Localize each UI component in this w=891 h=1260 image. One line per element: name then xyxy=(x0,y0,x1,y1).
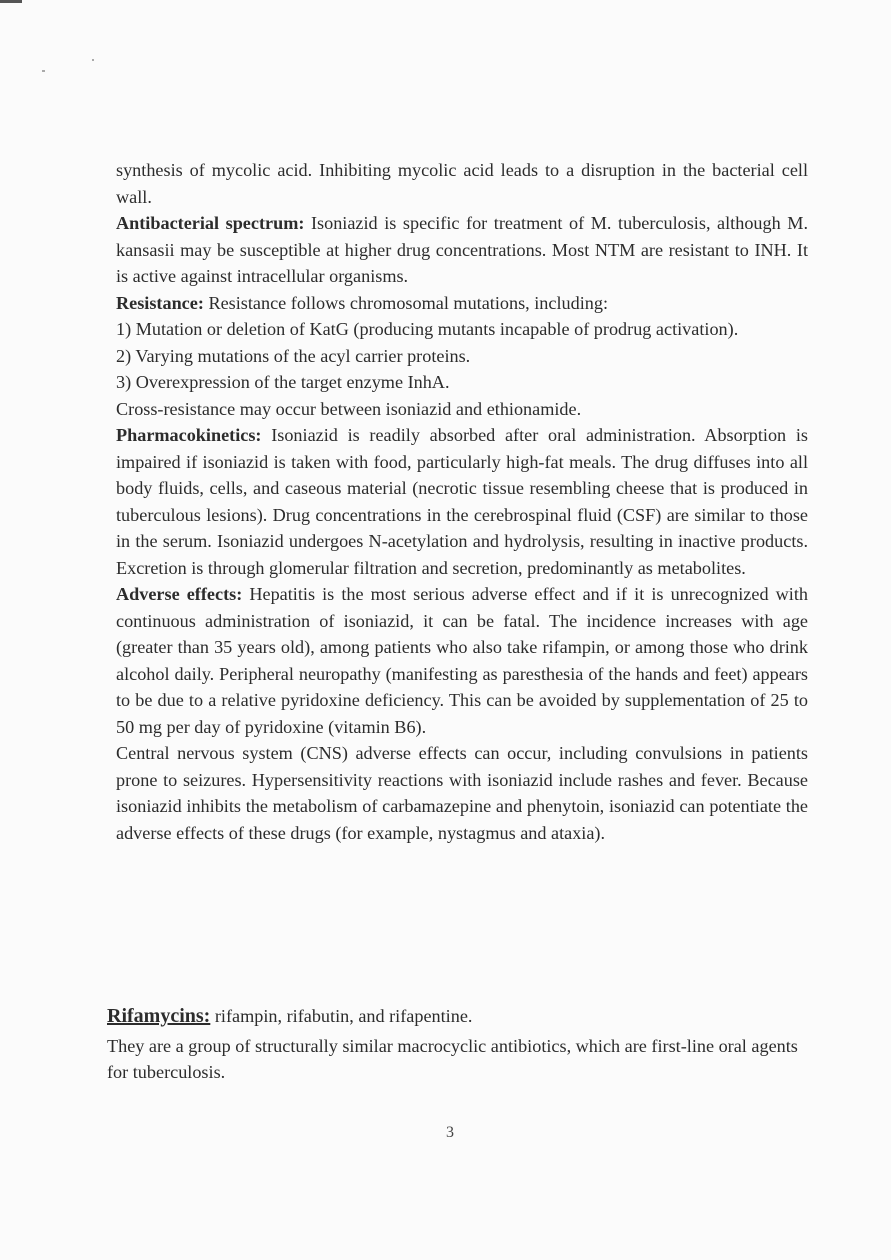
rifamycins-members: rifampin, rifabutin, and rifapentine. xyxy=(210,1006,473,1026)
pharmacokinetics-text: Isoniazid is readily absorbed after oral administration. Absorption is impaired if isoniazid is taken with food, particularly high-fat meals. The drug diffuses into all body fluids, cells, and caseous material (necrotic tissue resembling cheese that is produced in tuberculous lesions). Drug concentrations in the cerebrospinal fluid (CSF) are similar to those in the serum. Isoniazid undergoes N-acetylation and hydrolysis, resulting in inactive products. Excretion is through glomerular filtration and secretion, predominantly as metabolites. xyxy=(116,425,808,578)
scan-edge-mark xyxy=(0,0,22,3)
page-number: 3 xyxy=(446,1124,454,1141)
pharmacokinetics-heading: Pharmacokinetics: xyxy=(116,425,262,445)
rifamycins-title: Rifamycins: xyxy=(107,1005,211,1027)
resistance-item: 3) Overexpression of the target enzyme InhA. xyxy=(116,372,450,392)
resistance-text: Resistance follows chromosomal mutations, including: xyxy=(203,292,609,313)
adverse-effects-heading: Adverse effects: xyxy=(116,584,243,604)
isoniazid-section xyxy=(116,157,808,846)
rifamycins-section xyxy=(107,1003,807,1085)
scan-speck xyxy=(92,59,94,61)
resistance-item: 1) Mutation or deletion of KatG (producing mutants incapable of prodrug activation). xyxy=(116,319,739,339)
resistance-paragraph xyxy=(116,290,808,317)
resistance-heading: Resistance: xyxy=(116,292,204,313)
scan-speck xyxy=(42,70,45,72)
rifamycins-title-line xyxy=(107,1003,807,1029)
spectrum-paragraph xyxy=(116,210,808,290)
pharmacokinetics-paragraph xyxy=(116,422,808,581)
cross-resistance-paragraph: Cross-resistance may occur between isoniazid and ethionamide. xyxy=(116,398,582,419)
cns-effects-paragraph: Central nervous system (CNS) adverse effects can occur, including convulsions in patients prone to seizures. Hypersensitivity reactions with isoniazid include rashes and fever. Because isoniazid inhibits the metabolism of carbamazepine and phenytoin, isoniazid can potentiate the adverse effects of these drugs (for example, nystagmus and ataxia). xyxy=(116,743,808,843)
resistance-item: 2) Varying mutations of the acyl carrier proteins. xyxy=(116,345,471,366)
rifamycins-intro: They are a group of structurally similar macrocyclic antibiotics, which are first-line oral agents for tuberculosis. xyxy=(107,1036,798,1082)
adverse-effects-paragraph xyxy=(116,581,808,740)
mechanism-paragraph: synthesis of mycolic acid. Inhibiting mycolic acid leads to a disruption in the bacterial cell wall. xyxy=(116,160,808,207)
spectrum-text: Isoniazid is specific for treatment of M. tuberculosis, although M. kansasii may be susceptible at higher drug concentrations. Most NTM are resistant to INH. It is active against intracellular organisms. xyxy=(116,213,808,286)
spectrum-heading: Antibacterial spectrum: xyxy=(116,213,305,233)
adverse-effects-text: Hepatitis is the most serious adverse effect and if it is unrecognized with continuous administration of isoniazid, it can be fatal. The incidence increases with age (greater than 35 years old), among patients who also take rifampin, or among those who drink alcohol daily. Peripheral neuropathy (manifesting as paresthesia of the hands and feet) appears to be due to a relative pyridoxine deficiency. This can be avoided by supplementation of 25 to 50 mg per day of pyridoxine (vitamin B6). xyxy=(116,584,808,737)
